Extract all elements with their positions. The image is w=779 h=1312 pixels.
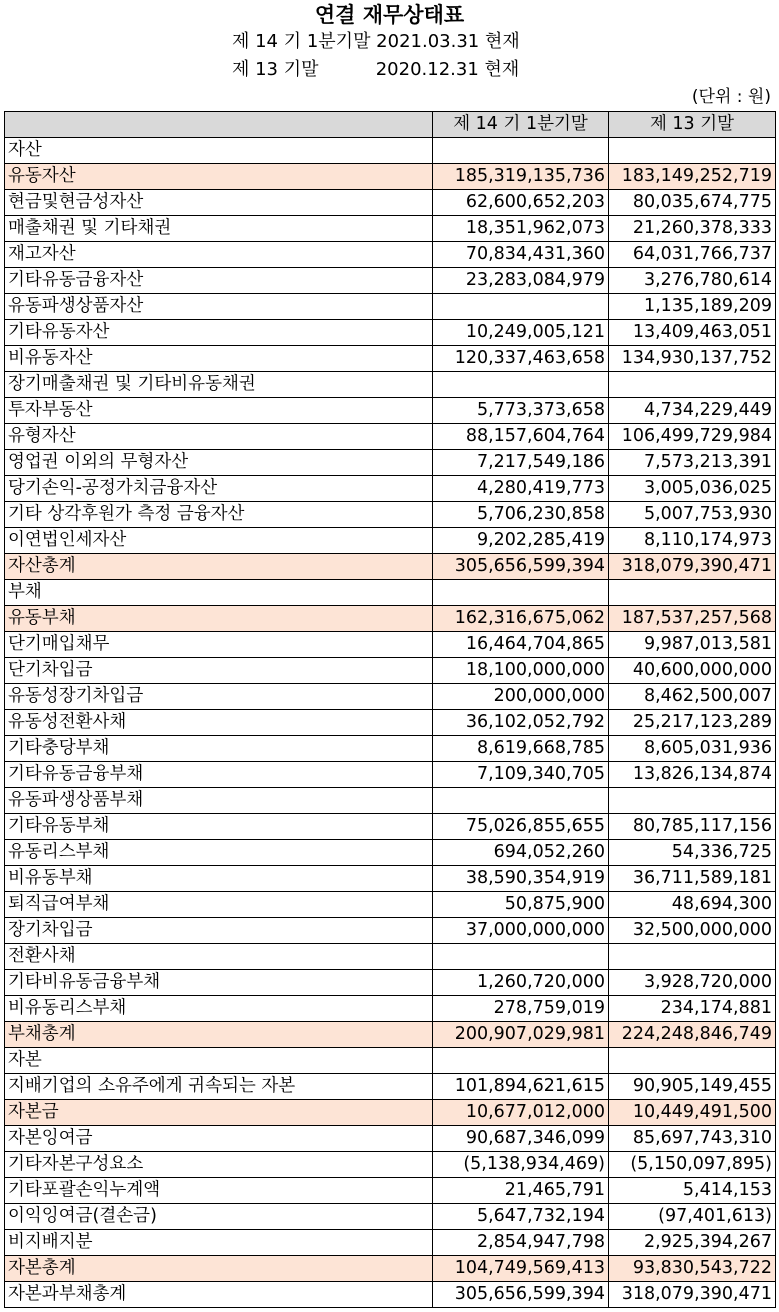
account-label: 자본금 <box>5 1100 433 1126</box>
account-label: 단기매입채무 <box>5 632 433 658</box>
prior-amount: 80,035,674,775 <box>609 190 776 216</box>
table-row <box>5 398 776 424</box>
table-row <box>5 242 776 268</box>
current-amount: 21,465,791 <box>433 1178 609 1204</box>
table-header-row <box>5 112 776 138</box>
current-amount: 9,202,285,419 <box>433 528 609 554</box>
statement-title: 연결 재무상태표 <box>314 3 465 27</box>
account-label: 당기손익-공정가치금융자산 <box>5 476 433 502</box>
account-label: 자본잉여금 <box>5 1126 433 1152</box>
prior-amount <box>609 138 776 164</box>
period-current: 제 14 기 1분기말 2021.03.31 현재 <box>232 31 520 52</box>
current-amount: 4,280,419,773 <box>433 476 609 502</box>
table-row <box>5 476 776 502</box>
current-amount: 10,677,012,000 <box>433 1100 609 1126</box>
current-amount: 101,894,621,615 <box>433 1074 609 1100</box>
table-row <box>5 1022 776 1048</box>
table-row <box>5 216 776 242</box>
account-label: 부채 <box>5 580 433 606</box>
prior-amount: 106,499,729,984 <box>609 424 776 450</box>
prior-amount: 234,174,881 <box>609 996 776 1022</box>
current-amount: 2,854,947,798 <box>433 1230 609 1256</box>
current-amount: 5,647,732,194 <box>433 1204 609 1230</box>
account-label: 유동리스부채 <box>5 840 433 866</box>
current-amount: 90,687,346,099 <box>433 1126 609 1152</box>
current-amount: (5,138,934,469) <box>433 1152 609 1178</box>
table-row <box>5 554 776 580</box>
header-current-period: 제 14 기 1분기말 <box>433 112 609 138</box>
prior-amount: 3,005,036,025 <box>609 476 776 502</box>
current-amount: 200,907,029,981 <box>433 1022 609 1048</box>
table-row <box>5 814 776 840</box>
account-label: 기타비유동금융부채 <box>5 970 433 996</box>
account-label: 유동파생상품자산 <box>5 294 433 320</box>
current-amount <box>433 944 609 970</box>
current-amount: 5,773,373,658 <box>433 398 609 424</box>
account-label: 기타 상각후원가 측정 금융자산 <box>5 502 433 528</box>
prior-amount: 85,697,743,310 <box>609 1126 776 1152</box>
current-amount: 62,600,652,203 <box>433 190 609 216</box>
table-row <box>5 164 776 190</box>
account-label: 자산 <box>5 138 433 164</box>
current-amount: 5,706,230,858 <box>433 502 609 528</box>
prior-amount: 13,409,463,051 <box>609 320 776 346</box>
current-amount: 75,026,855,655 <box>433 814 609 840</box>
current-amount: 38,590,354,919 <box>433 866 609 892</box>
prior-amount: 318,079,390,471 <box>609 1282 776 1308</box>
prior-amount: (97,401,613) <box>609 1204 776 1230</box>
current-amount <box>433 1048 609 1074</box>
prior-amount: 93,830,543,722 <box>609 1256 776 1282</box>
header-account <box>5 112 433 138</box>
table-row <box>5 450 776 476</box>
account-label: 자본과부채총계 <box>5 1282 433 1308</box>
account-label: 비유동리스부채 <box>5 996 433 1022</box>
current-amount: 70,834,431,360 <box>433 242 609 268</box>
current-amount <box>433 138 609 164</box>
account-label: 유동파생상품부채 <box>5 788 433 814</box>
prior-amount: 32,500,000,000 <box>609 918 776 944</box>
prior-amount: 3,276,780,614 <box>609 268 776 294</box>
current-amount: 1,260,720,000 <box>433 970 609 996</box>
prior-amount <box>609 372 776 398</box>
current-amount: 120,337,463,658 <box>433 346 609 372</box>
prior-amount: 10,449,491,500 <box>609 1100 776 1126</box>
current-amount: 16,464,704,865 <box>433 632 609 658</box>
current-amount <box>433 580 609 606</box>
account-label: 전환사채 <box>5 944 433 970</box>
account-label: 유동성전환사채 <box>5 710 433 736</box>
prior-amount: 8,605,031,936 <box>609 736 776 762</box>
current-amount: 162,316,675,062 <box>433 606 609 632</box>
prior-amount <box>609 1048 776 1074</box>
table-row <box>5 632 776 658</box>
current-amount: 36,102,052,792 <box>433 710 609 736</box>
table-row <box>5 502 776 528</box>
account-label: 기타유동부채 <box>5 814 433 840</box>
account-label: 이연법인세자산 <box>5 528 433 554</box>
prior-amount: 318,079,390,471 <box>609 554 776 580</box>
header-prior-period: 제 13 기말 <box>609 112 776 138</box>
table-row <box>5 1204 776 1230</box>
table-row <box>5 1178 776 1204</box>
account-label: 유동자산 <box>5 164 433 190</box>
account-label: 기타유동자산 <box>5 320 433 346</box>
table-row <box>5 372 776 398</box>
account-label: 지배기업의 소유주에게 귀속되는 자본 <box>5 1074 433 1100</box>
current-amount: 305,656,599,394 <box>433 554 609 580</box>
table-row <box>5 970 776 996</box>
account-label: 현금및현금성자산 <box>5 190 433 216</box>
prior-amount: 7,573,213,391 <box>609 450 776 476</box>
prior-amount <box>609 788 776 814</box>
table-row <box>5 762 776 788</box>
account-label: 비유동자산 <box>5 346 433 372</box>
current-amount: 50,875,900 <box>433 892 609 918</box>
table-row <box>5 736 776 762</box>
account-label: 자본 <box>5 1048 433 1074</box>
table-row <box>5 1074 776 1100</box>
current-amount: 200,000,000 <box>433 684 609 710</box>
table-row <box>5 710 776 736</box>
table-row <box>5 346 776 372</box>
table-row <box>5 606 776 632</box>
table-row <box>5 1230 776 1256</box>
current-amount: 10,249,005,121 <box>433 320 609 346</box>
prior-amount: 54,336,725 <box>609 840 776 866</box>
account-label: 기타유동금융자산 <box>5 268 433 294</box>
account-label: 부채총계 <box>5 1022 433 1048</box>
table-row <box>5 944 776 970</box>
prior-amount: 64,031,766,737 <box>609 242 776 268</box>
table-row <box>5 320 776 346</box>
prior-amount <box>609 580 776 606</box>
current-amount: 694,052,260 <box>433 840 609 866</box>
table-row <box>5 190 776 216</box>
prior-amount: 8,110,174,973 <box>609 528 776 554</box>
current-amount: 278,759,019 <box>433 996 609 1022</box>
prior-amount: 2,925,394,267 <box>609 1230 776 1256</box>
account-label: 기타포괄손익누계액 <box>5 1178 433 1204</box>
table-row <box>5 424 776 450</box>
prior-amount: 48,694,300 <box>609 892 776 918</box>
prior-amount: 80,785,117,156 <box>609 814 776 840</box>
table-row <box>5 1126 776 1152</box>
table-row <box>5 1256 776 1282</box>
current-amount: 7,217,549,186 <box>433 450 609 476</box>
table-row <box>5 138 776 164</box>
prior-amount: 4,734,229,449 <box>609 398 776 424</box>
current-amount <box>433 372 609 398</box>
table-row <box>5 1282 776 1308</box>
current-amount: 185,319,135,736 <box>433 164 609 190</box>
prior-amount: 1,135,189,209 <box>609 294 776 320</box>
account-label: 장기차입금 <box>5 918 433 944</box>
period-prior: 제 13 기말 2020.12.31 현재 <box>232 59 520 80</box>
account-label: 유형자산 <box>5 424 433 450</box>
prior-amount: 13,826,134,874 <box>609 762 776 788</box>
account-label: 자본총계 <box>5 1256 433 1282</box>
table-row <box>5 658 776 684</box>
table-row <box>5 892 776 918</box>
prior-amount: 90,905,149,455 <box>609 1074 776 1100</box>
account-label: 단기차입금 <box>5 658 433 684</box>
account-label: 유동성장기차입금 <box>5 684 433 710</box>
table-row <box>5 1100 776 1126</box>
prior-amount: 5,414,153 <box>609 1178 776 1204</box>
table-row <box>5 996 776 1022</box>
unit-label: (단위 : 원) <box>691 87 771 107</box>
current-amount: 37,000,000,000 <box>433 918 609 944</box>
prior-amount: 3,928,720,000 <box>609 970 776 996</box>
current-amount: 23,283,084,979 <box>433 268 609 294</box>
prior-amount: 224,248,846,749 <box>609 1022 776 1048</box>
current-amount: 7,109,340,705 <box>433 762 609 788</box>
current-amount: 18,351,962,073 <box>433 216 609 242</box>
account-label: 기타유동금융부채 <box>5 762 433 788</box>
account-label: 퇴직급여부채 <box>5 892 433 918</box>
account-label: 자산총계 <box>5 554 433 580</box>
table-row <box>5 866 776 892</box>
account-label: 기타충당부채 <box>5 736 433 762</box>
current-amount: 88,157,604,764 <box>433 424 609 450</box>
account-label: 이익잉여금(결손금) <box>5 1204 433 1230</box>
prior-amount: 5,007,753,930 <box>609 502 776 528</box>
table-row <box>5 1048 776 1074</box>
prior-amount: 21,260,378,333 <box>609 216 776 242</box>
prior-amount: 187,537,257,568 <box>609 606 776 632</box>
account-label: 기타자본구성요소 <box>5 1152 433 1178</box>
current-amount: 104,749,569,413 <box>433 1256 609 1282</box>
table-row <box>5 1152 776 1178</box>
table-row <box>5 268 776 294</box>
prior-amount: 40,600,000,000 <box>609 658 776 684</box>
current-amount: 305,656,599,394 <box>433 1282 609 1308</box>
account-label: 매출채권 및 기타채권 <box>5 216 433 242</box>
prior-amount: 9,987,013,581 <box>609 632 776 658</box>
table-row <box>5 294 776 320</box>
table-row <box>5 840 776 866</box>
table-row <box>5 918 776 944</box>
balance-sheet-table <box>4 111 776 1308</box>
table-row <box>5 528 776 554</box>
current-amount <box>433 294 609 320</box>
account-label: 투자부동산 <box>5 398 433 424</box>
prior-amount: 8,462,500,007 <box>609 684 776 710</box>
account-label: 영업권 이외의 무형자산 <box>5 450 433 476</box>
table-row <box>5 580 776 606</box>
prior-amount: 36,711,589,181 <box>609 866 776 892</box>
account-label: 비지배지분 <box>5 1230 433 1256</box>
current-amount <box>433 788 609 814</box>
account-label: 장기매출채권 및 기타비유동채권 <box>5 372 433 398</box>
account-label: 재고자산 <box>5 242 433 268</box>
current-amount: 8,619,668,785 <box>433 736 609 762</box>
account-label: 유동부채 <box>5 606 433 632</box>
account-label: 비유동부채 <box>5 866 433 892</box>
prior-amount: 25,217,123,289 <box>609 710 776 736</box>
prior-amount: (5,150,097,895) <box>609 1152 776 1178</box>
table-row <box>5 788 776 814</box>
prior-amount: 134,930,137,752 <box>609 346 776 372</box>
table-row <box>5 684 776 710</box>
prior-amount: 183,149,252,719 <box>609 164 776 190</box>
prior-amount <box>609 944 776 970</box>
current-amount: 18,100,000,000 <box>433 658 609 684</box>
